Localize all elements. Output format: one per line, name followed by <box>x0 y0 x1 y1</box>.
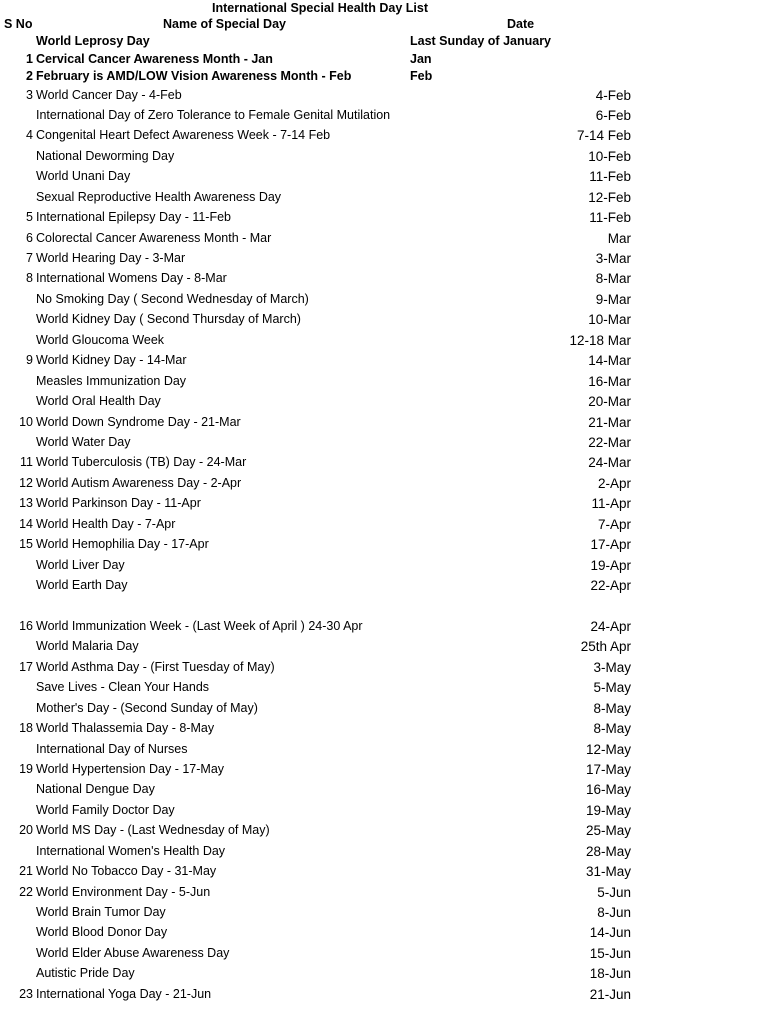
serial-number-cell: 2 <box>26 69 33 83</box>
serial-number-cell: 5 <box>26 210 33 225</box>
date-cell: 8-May <box>593 721 631 737</box>
serial-number-cell: 14 <box>19 516 33 531</box>
date-cell: 20-Mar <box>588 394 631 410</box>
serial-number-cell: 23 <box>19 986 33 1001</box>
table-row <box>0 780 768 800</box>
table-row <box>0 167 768 187</box>
table-row <box>0 229 768 249</box>
table-row <box>0 126 768 146</box>
date-cell: 11-Apr <box>591 496 631 512</box>
special-day-name-cell: World Autism Awareness Day - 2-Apr <box>36 475 242 490</box>
table-row <box>0 310 768 330</box>
table-row <box>0 985 768 1005</box>
table-row <box>0 862 768 882</box>
table-row <box>0 33 768 51</box>
column-header-date: Date <box>507 17 535 31</box>
date-cell: 24-Mar <box>588 455 631 471</box>
special-day-name-cell: International Day of Zero Tolerance to Female Genital Mutilation <box>36 107 391 122</box>
table-row <box>0 821 768 841</box>
special-day-name-cell: World Water Day <box>36 434 131 449</box>
special-day-name-cell: World Parkinson Day - 11-Apr <box>36 496 201 511</box>
table-row <box>0 964 768 984</box>
date-cell: 14-Mar <box>588 353 631 369</box>
special-day-name-cell: World Oral Health Day <box>36 394 161 409</box>
table-row <box>0 106 768 126</box>
date-cell: 19-Apr <box>590 557 631 573</box>
serial-number-cell: 1 <box>26 51 33 66</box>
table-row <box>0 699 768 719</box>
serial-number-cell: 7 <box>26 251 33 265</box>
special-day-name-cell: International Day of Nurses <box>36 741 188 756</box>
table-row <box>0 658 768 678</box>
serial-number-cell: 13 <box>19 496 33 511</box>
special-day-name-cell: Measles Immunization Day <box>36 373 187 388</box>
special-day-name-cell: World Unani Day <box>36 169 131 184</box>
table-row <box>0 188 768 208</box>
date-cell: 24-Apr <box>590 618 631 634</box>
serial-number-cell: 11 <box>20 455 33 470</box>
date-cell: 22-Apr <box>590 578 631 593</box>
table-row <box>0 433 768 453</box>
table-row <box>0 372 768 392</box>
table-row <box>0 392 768 412</box>
table-row <box>0 576 768 596</box>
date-cell: 22-Mar <box>588 434 631 450</box>
special-day-name-cell: World Family Doctor Day <box>36 802 175 817</box>
date-cell: 28-May <box>585 843 631 859</box>
table-row <box>0 413 768 433</box>
serial-number-cell: 16 <box>19 618 33 633</box>
date-text-cell: Last Sunday of January <box>410 34 552 48</box>
serial-number-cell: 21 <box>19 864 33 879</box>
special-day-name-cell: World Thalassemia Day - 8-May <box>36 721 215 736</box>
table-row <box>0 290 768 310</box>
health-day-list <box>0 33 768 1005</box>
serial-number-cell: 8 <box>26 271 33 286</box>
date-cell: 17-Apr <box>590 537 631 553</box>
special-day-name-cell: World Elder Abuse Awareness Day <box>36 945 230 960</box>
special-day-name-cell: International Women's Health Day <box>36 843 226 858</box>
special-day-name-cell: International Epilepsy Day - 11-Feb <box>36 210 232 225</box>
date-cell: 10-Feb <box>588 148 631 164</box>
special-day-name-cell: World Health Day - 7-Apr <box>36 516 176 531</box>
special-day-name-cell: Save Lives - Clean Your Hands <box>36 680 210 695</box>
date-cell: 25th Apr <box>580 639 631 655</box>
special-day-name-cell: World Hypertension Day - 17-May <box>36 761 225 776</box>
table-row <box>0 842 768 862</box>
special-day-name-cell: World Asthma Day - (First Tuesday of May) <box>36 659 275 674</box>
table-row <box>0 474 768 494</box>
table-row <box>0 51 768 69</box>
table-row <box>0 68 768 86</box>
special-day-name-cell: Sexual Reproductive Health Awareness Day <box>36 189 282 204</box>
table-row <box>0 249 768 269</box>
table-row <box>0 923 768 943</box>
date-cell: 19-May <box>585 802 631 818</box>
date-cell: 12-Feb <box>588 189 631 205</box>
special-day-name-cell: Cervical Cancer Awareness Month - Jan <box>36 51 273 66</box>
date-cell: 11-Feb <box>589 169 631 185</box>
special-day-name-cell: National Dengue Day <box>36 782 155 797</box>
serial-number-cell: 9 <box>26 353 33 368</box>
special-day-name-cell: World Leprosy Day <box>36 34 150 48</box>
serial-number-cell: 20 <box>19 823 33 838</box>
special-day-name-cell: World Kidney Day - 14-Mar <box>36 353 187 368</box>
table-row <box>0 515 768 535</box>
special-day-name-cell: World Hemophilia Day - 17-Apr <box>36 537 209 552</box>
table-row <box>0 147 768 167</box>
date-cell: 2-Apr <box>597 475 631 491</box>
serial-number-cell: 17 <box>19 659 33 674</box>
special-day-name-cell: International Womens Day - 8-Mar <box>36 271 227 286</box>
special-day-name-cell: World Hearing Day - 3-Mar <box>36 251 186 265</box>
table-row <box>0 208 768 228</box>
table-row <box>0 637 768 657</box>
special-day-name-cell: World Malaria Day <box>36 639 139 654</box>
special-day-name-cell: Mother's Day - (Second Sunday of May) <box>36 700 258 715</box>
table-row <box>0 678 768 698</box>
special-day-name-cell: World Earth Day <box>36 578 128 592</box>
table-row <box>0 944 768 964</box>
serial-number-cell: 4 <box>26 128 33 143</box>
special-day-name-cell: Autistic Pride Day <box>36 966 135 981</box>
table-row <box>0 331 768 351</box>
date-cell: 21-Mar <box>588 414 631 430</box>
date-cell: 7-Apr <box>597 516 631 532</box>
special-day-name-cell: February is AMD/LOW Vision Awareness Month - Feb <box>36 69 352 83</box>
table-row <box>0 86 768 106</box>
date-cell: 8-Jun <box>597 905 631 920</box>
date-cell: 6-Feb <box>595 107 631 123</box>
table-row <box>0 883 768 903</box>
special-day-name-cell: World Blood Donor Day <box>36 925 168 940</box>
special-day-name-cell: World Cancer Day - 4-Feb <box>36 87 182 102</box>
date-cell: 7-14 Feb <box>576 128 631 144</box>
special-day-name-cell: International Yoga Day - 21-Jun <box>36 986 212 1001</box>
date-cell: 5-Jun <box>597 884 631 900</box>
serial-number-cell: 12 <box>19 475 33 490</box>
table-row <box>0 494 768 514</box>
table-row <box>0 269 768 289</box>
special-day-name-cell: Congenital Heart Defect Awareness Week - 7-14 Feb <box>36 128 331 143</box>
special-day-name-cell: World Down Syndrome Day - 21-Mar <box>36 414 241 429</box>
special-day-name-cell: National Deworming Day <box>36 148 175 163</box>
table-row <box>0 351 768 371</box>
date-cell: 14-Jun <box>589 925 631 941</box>
special-day-name-cell: World No Tobacco Day - 31-May <box>36 864 217 879</box>
special-day-name-cell: World Environment Day - 5-Jun <box>36 884 211 899</box>
special-day-name-cell: No Smoking Day ( Second Wednesday of March) <box>36 291 309 306</box>
serial-number-cell: 18 <box>19 721 33 736</box>
special-day-name-cell: World Immunization Week - (Last Week of April ) 24-30 Apr <box>36 618 363 633</box>
date-cell: 17-May <box>585 761 631 777</box>
date-cell: 16-Mar <box>588 373 631 389</box>
table-row <box>0 535 768 555</box>
table-row <box>0 453 768 473</box>
date-cell: 11-Feb <box>589 210 631 226</box>
date-cell: 15-Jun <box>589 945 631 961</box>
special-day-name-cell: World Tuberculosis (TB) Day - 24-Mar <box>36 455 247 470</box>
serial-number-cell: 10 <box>19 414 33 429</box>
date-cell: 16-May <box>585 782 631 798</box>
table-row <box>0 760 768 780</box>
date-cell: 31-May <box>585 864 631 880</box>
table-row <box>0 801 768 821</box>
date-cell: 10-Mar <box>588 312 631 328</box>
date-cell: Mar <box>607 230 631 246</box>
table-row <box>0 903 768 923</box>
serial-number-cell: 15 <box>19 537 33 552</box>
date-cell: 3-Mar <box>595 251 631 266</box>
table-row <box>0 556 768 576</box>
serial-number-cell: 19 <box>19 761 33 776</box>
date-cell: 8-May <box>593 700 631 716</box>
special-day-name-cell: World Liver Day <box>36 557 125 572</box>
special-day-name-cell: World Kidney Day ( Second Thursday of March) <box>36 312 301 327</box>
column-header-name: Name of Special Day <box>163 17 286 31</box>
date-cell: 21-Jun <box>589 986 631 1002</box>
page-title: International Special Health Day List <box>211 1 429 15</box>
date-cell: 9-Mar <box>595 291 631 307</box>
special-day-name-cell: World Gloucoma Week <box>36 332 165 347</box>
column-header-sno: S No <box>4 17 33 31</box>
blank-row <box>0 596 768 616</box>
serial-number-cell: 3 <box>26 87 33 102</box>
table-row <box>0 617 768 637</box>
date-cell: 3-May <box>593 659 631 675</box>
date-cell: 12-May <box>585 741 631 757</box>
date-text-cell: Jan <box>410 51 432 66</box>
serial-number-cell: 22 <box>19 884 33 899</box>
special-day-name-cell: Colorectal Cancer Awareness Month - Mar <box>36 230 272 245</box>
date-cell: 12-18 Mar <box>569 332 631 348</box>
date-cell: 4-Feb <box>595 87 631 103</box>
table-row <box>0 740 768 760</box>
date-cell: 25-May <box>585 823 631 839</box>
date-cell: 8-Mar <box>595 271 631 287</box>
serial-number-cell: 6 <box>26 230 33 245</box>
date-cell: 18-Jun <box>589 966 631 982</box>
special-day-name-cell: World Brain Tumor Day <box>36 905 166 919</box>
special-day-name-cell: World MS Day - (Last Wednesday of May) <box>36 823 270 838</box>
table-row <box>0 719 768 739</box>
date-text-cell: Feb <box>410 69 433 83</box>
date-cell: 5-May <box>593 680 631 696</box>
